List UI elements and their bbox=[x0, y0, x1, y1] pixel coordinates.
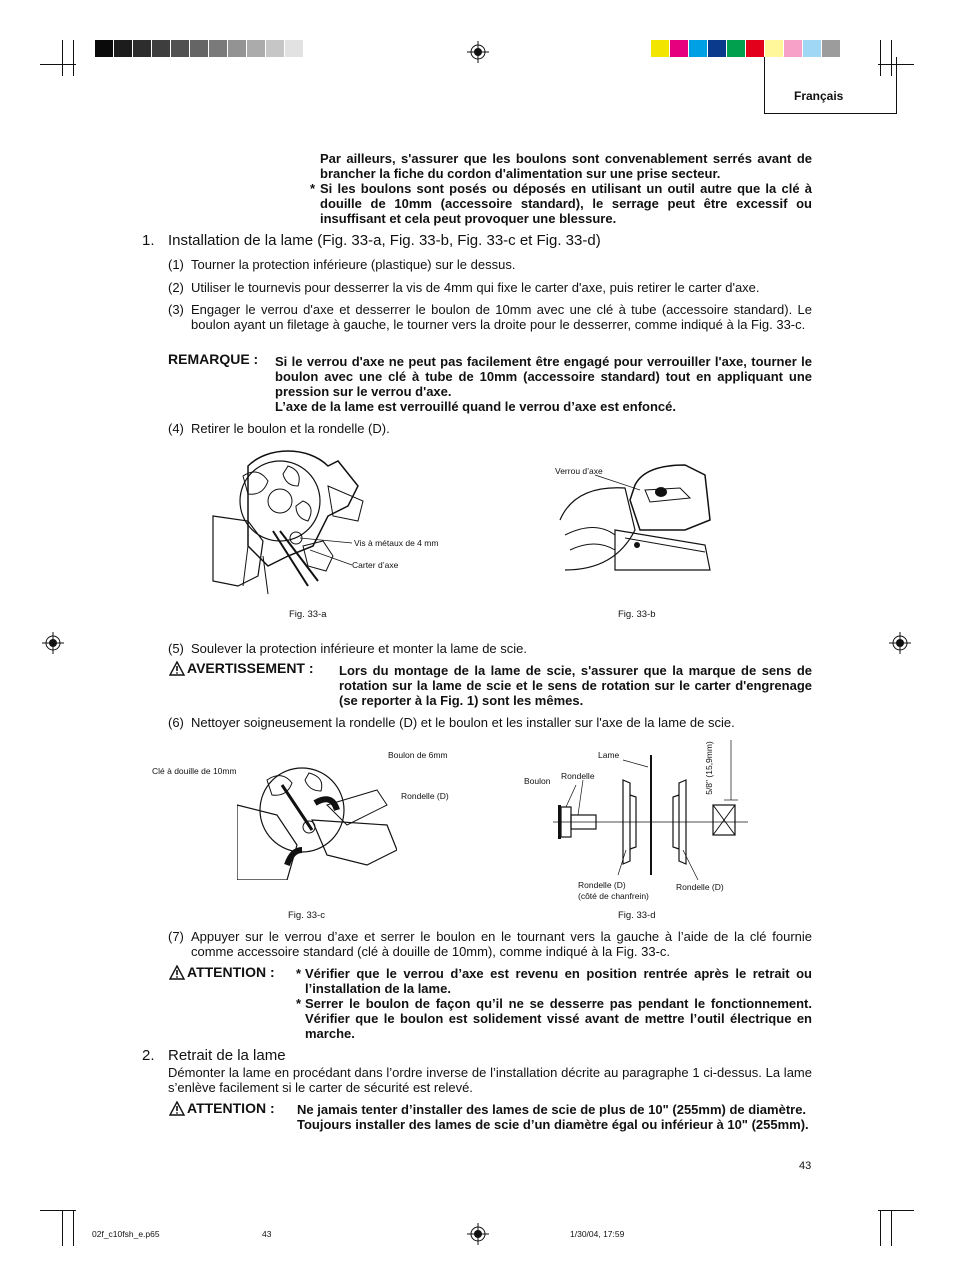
figure-33b-illustration bbox=[555, 460, 715, 572]
figure-33d-diagram bbox=[548, 735, 753, 885]
section-2-text: Démonter la lame en procédant dans l’ordre inverse de l’installation décrite au paragraphe 1 ci-dessus. La lame s’enlève facilement si le carter de sécurité est relevé. bbox=[168, 1065, 812, 1095]
gray-swatch bbox=[171, 40, 189, 57]
fig-33d-label-washer-d2: Rondelle (D) bbox=[676, 882, 724, 892]
fig-33d-label-washer-d1: Rondelle (D) bbox=[578, 880, 626, 890]
attention-text-1: Vérifier que le verrou d’axe est revenu en position rentrée après le retrait ou l’installation de la lame. bbox=[305, 966, 812, 996]
color-swatch bbox=[670, 40, 688, 57]
fig-33d-label-bolt: Boulon bbox=[524, 776, 551, 786]
language-label: Français bbox=[794, 89, 844, 103]
section-1-title: Installation de la lame (Fig. 33-a, Fig. 33-b, Fig. 33-c et Fig. 33-d) bbox=[168, 232, 601, 249]
remarque-label: REMARQUE : bbox=[168, 351, 259, 367]
step-number: (3) bbox=[168, 302, 184, 317]
fig-33c-label-washer: Rondelle (D) bbox=[401, 791, 449, 801]
step-number: (4) bbox=[168, 421, 184, 436]
fig-33c-label-wrench: Clé à douille de 10mm bbox=[152, 766, 237, 776]
color-swatch bbox=[689, 40, 707, 57]
footer-page: 43 bbox=[262, 1229, 272, 1239]
step-number: (7) bbox=[168, 929, 184, 944]
gray-swatch bbox=[133, 40, 151, 57]
remarque-text-2: L’axe de la lame est verrouillé quand le verrou d’axe est enfoncé. bbox=[275, 399, 676, 414]
page-number: 43 bbox=[799, 1160, 812, 1172]
attention-text-2: Toujours installer des lames de scie d’un diamètre égal ou inférieur à 10" (255mm). bbox=[297, 1117, 809, 1132]
warning-icon bbox=[169, 1101, 185, 1116]
registration-mark-icon bbox=[889, 632, 911, 654]
step-text: Retirer le boulon et la rondelle (D). bbox=[191, 421, 390, 436]
color-swatch bbox=[822, 40, 840, 57]
step-text: Tourner la protection inférieure (plastique) sur le dessus. bbox=[191, 257, 516, 272]
intro-line-1: Par ailleurs, s'assurer que les boulons sont convenablement serrés avant de brancher la fiche du cordon d'alimentation sur une prise secteur. bbox=[320, 151, 812, 181]
step-text: Soulever la protection inférieure et monter la lame de scie. bbox=[191, 641, 528, 656]
avertissement-text: Lors du montage de la lame de scie, s'assurer que la marque de sens de rotation sur la lame de scie et le sens de rotation sur le carter d'engrenage (se reporter à la Fig. 1) sont les mêmes. bbox=[339, 663, 812, 708]
color-swatch bbox=[803, 40, 821, 57]
fig-33b-caption: Fig. 33-b bbox=[618, 609, 656, 620]
color-swatch bbox=[765, 40, 783, 57]
color-swatch bbox=[708, 40, 726, 57]
leader-line bbox=[300, 535, 360, 570]
gray-swatch bbox=[152, 40, 170, 57]
step-number: (2) bbox=[168, 280, 184, 295]
fig-33a-label-screw: Vis à métaux de 4 mm bbox=[354, 538, 439, 548]
fig-33d-label-washer: Rondelle bbox=[561, 771, 595, 781]
fig-33b-label-lock: Verrou d’axe bbox=[555, 466, 603, 476]
fig-33c-caption: Fig. 33-c bbox=[288, 910, 325, 921]
step-text: Utiliser le tournevis pour desserrer la vis de 4mm qui fixe le carter d'axe, puis retirer le carter d'axe. bbox=[191, 280, 760, 295]
gray-swatch bbox=[285, 40, 303, 57]
attention-bullet: * bbox=[296, 996, 302, 1011]
color-swatch bbox=[746, 40, 764, 57]
intro-line-2: Si les boulons sont posés ou déposés en utilisant un outil autre que la clé à douille de 10mm (accessoire standard), le serrage peut être excessif ou insuffisant et cela peut provoquer une blessure. bbox=[320, 181, 812, 226]
step-number: (5) bbox=[168, 641, 184, 656]
gray-swatch bbox=[247, 40, 265, 57]
registration-mark-icon bbox=[467, 41, 489, 63]
section-2-title: Retrait de la lame bbox=[168, 1047, 286, 1064]
footer-date: 1/30/04, 17:59 bbox=[570, 1229, 625, 1239]
attention-text-2: Serrer le boulon de façon qu’il ne se desserre pas pendant le fonctionnement. Vérifier que le boulon est solidement vissé avant de mettre l’outil électrique en marche. bbox=[305, 996, 812, 1041]
fig-33d-label-blade: Lame bbox=[598, 750, 620, 760]
attention-bullet: * bbox=[296, 966, 302, 981]
attention-label: ATTENTION : bbox=[187, 1100, 275, 1116]
color-swatch bbox=[651, 40, 669, 57]
step-number: (6) bbox=[168, 715, 184, 730]
warning-icon bbox=[169, 965, 185, 980]
gray-swatch bbox=[228, 40, 246, 57]
fig-33d-caption: Fig. 33-d bbox=[618, 910, 656, 921]
fig-33a-caption: Fig. 33-a bbox=[289, 609, 327, 620]
fig-33a-label-cover: Carter d’axe bbox=[352, 560, 399, 570]
registration-mark-icon bbox=[467, 1223, 489, 1245]
gray-swatch bbox=[266, 40, 284, 57]
step-text: Engager le verrou d'axe et desserrer le boulon de 10mm avec une clé à tube (accessoire standard). Le boulon ayant un filetage à gauche, le tourner vers la droite pour le desserrer, comme indiqué à la Fig. 33-c. bbox=[191, 302, 812, 332]
figure-33c-illustration bbox=[237, 755, 397, 880]
section-2-number: 2. bbox=[142, 1047, 155, 1064]
gray-swatch bbox=[190, 40, 208, 57]
step-text: Nettoyer soigneusement la rondelle (D) et le boulon et les installer sur l'axe de la lame de scie. bbox=[191, 715, 735, 730]
fig-33d-label-washer-d1-note: (côté de chanfrein) bbox=[578, 891, 649, 901]
gray-swatch bbox=[114, 40, 132, 57]
remarque-text: Si le verrou d'axe ne peut pas facilement être engagé pour verrouiller l'axe, tourner le boulon avec une clé à tube de 10mm (accessoire standard) tout en appliquant une pression sur le verrou d'axe. bbox=[275, 354, 812, 399]
attention-text-1: Ne jamais tenter d’installer des lames de scie de plus de 10" (255mm) de diamètre. bbox=[297, 1102, 807, 1117]
registration-mark-icon bbox=[42, 632, 64, 654]
avertissement-label: AVERTISSEMENT : bbox=[187, 660, 314, 676]
color-swatch bbox=[784, 40, 802, 57]
gray-swatch bbox=[95, 40, 113, 57]
fig-33c-label-bolt: Boulon de 6mm bbox=[388, 750, 448, 760]
language-tab bbox=[764, 57, 897, 114]
section-1-number: 1. bbox=[142, 232, 155, 249]
figure-33a-illustration bbox=[208, 446, 368, 596]
gray-swatch bbox=[209, 40, 227, 57]
footer-file: 02f_c10fsh_e.p65 bbox=[92, 1229, 160, 1239]
intro-bullet: * bbox=[310, 181, 316, 196]
attention-label: ATTENTION : bbox=[187, 964, 275, 980]
step-number: (1) bbox=[168, 257, 184, 272]
color-swatch bbox=[727, 40, 745, 57]
warning-icon bbox=[169, 661, 185, 676]
step-text: Appuyer sur le verrou d’axe et serrer le boulon en le tournant vers la gauche à l’aide de la clé fournie comme accessoire standard (clé à douille de 10mm), comme indiqué à la Fig. 33-c. bbox=[191, 929, 812, 959]
fig-33d-label-dimension: 5/8" (15,9mm) bbox=[703, 741, 714, 795]
